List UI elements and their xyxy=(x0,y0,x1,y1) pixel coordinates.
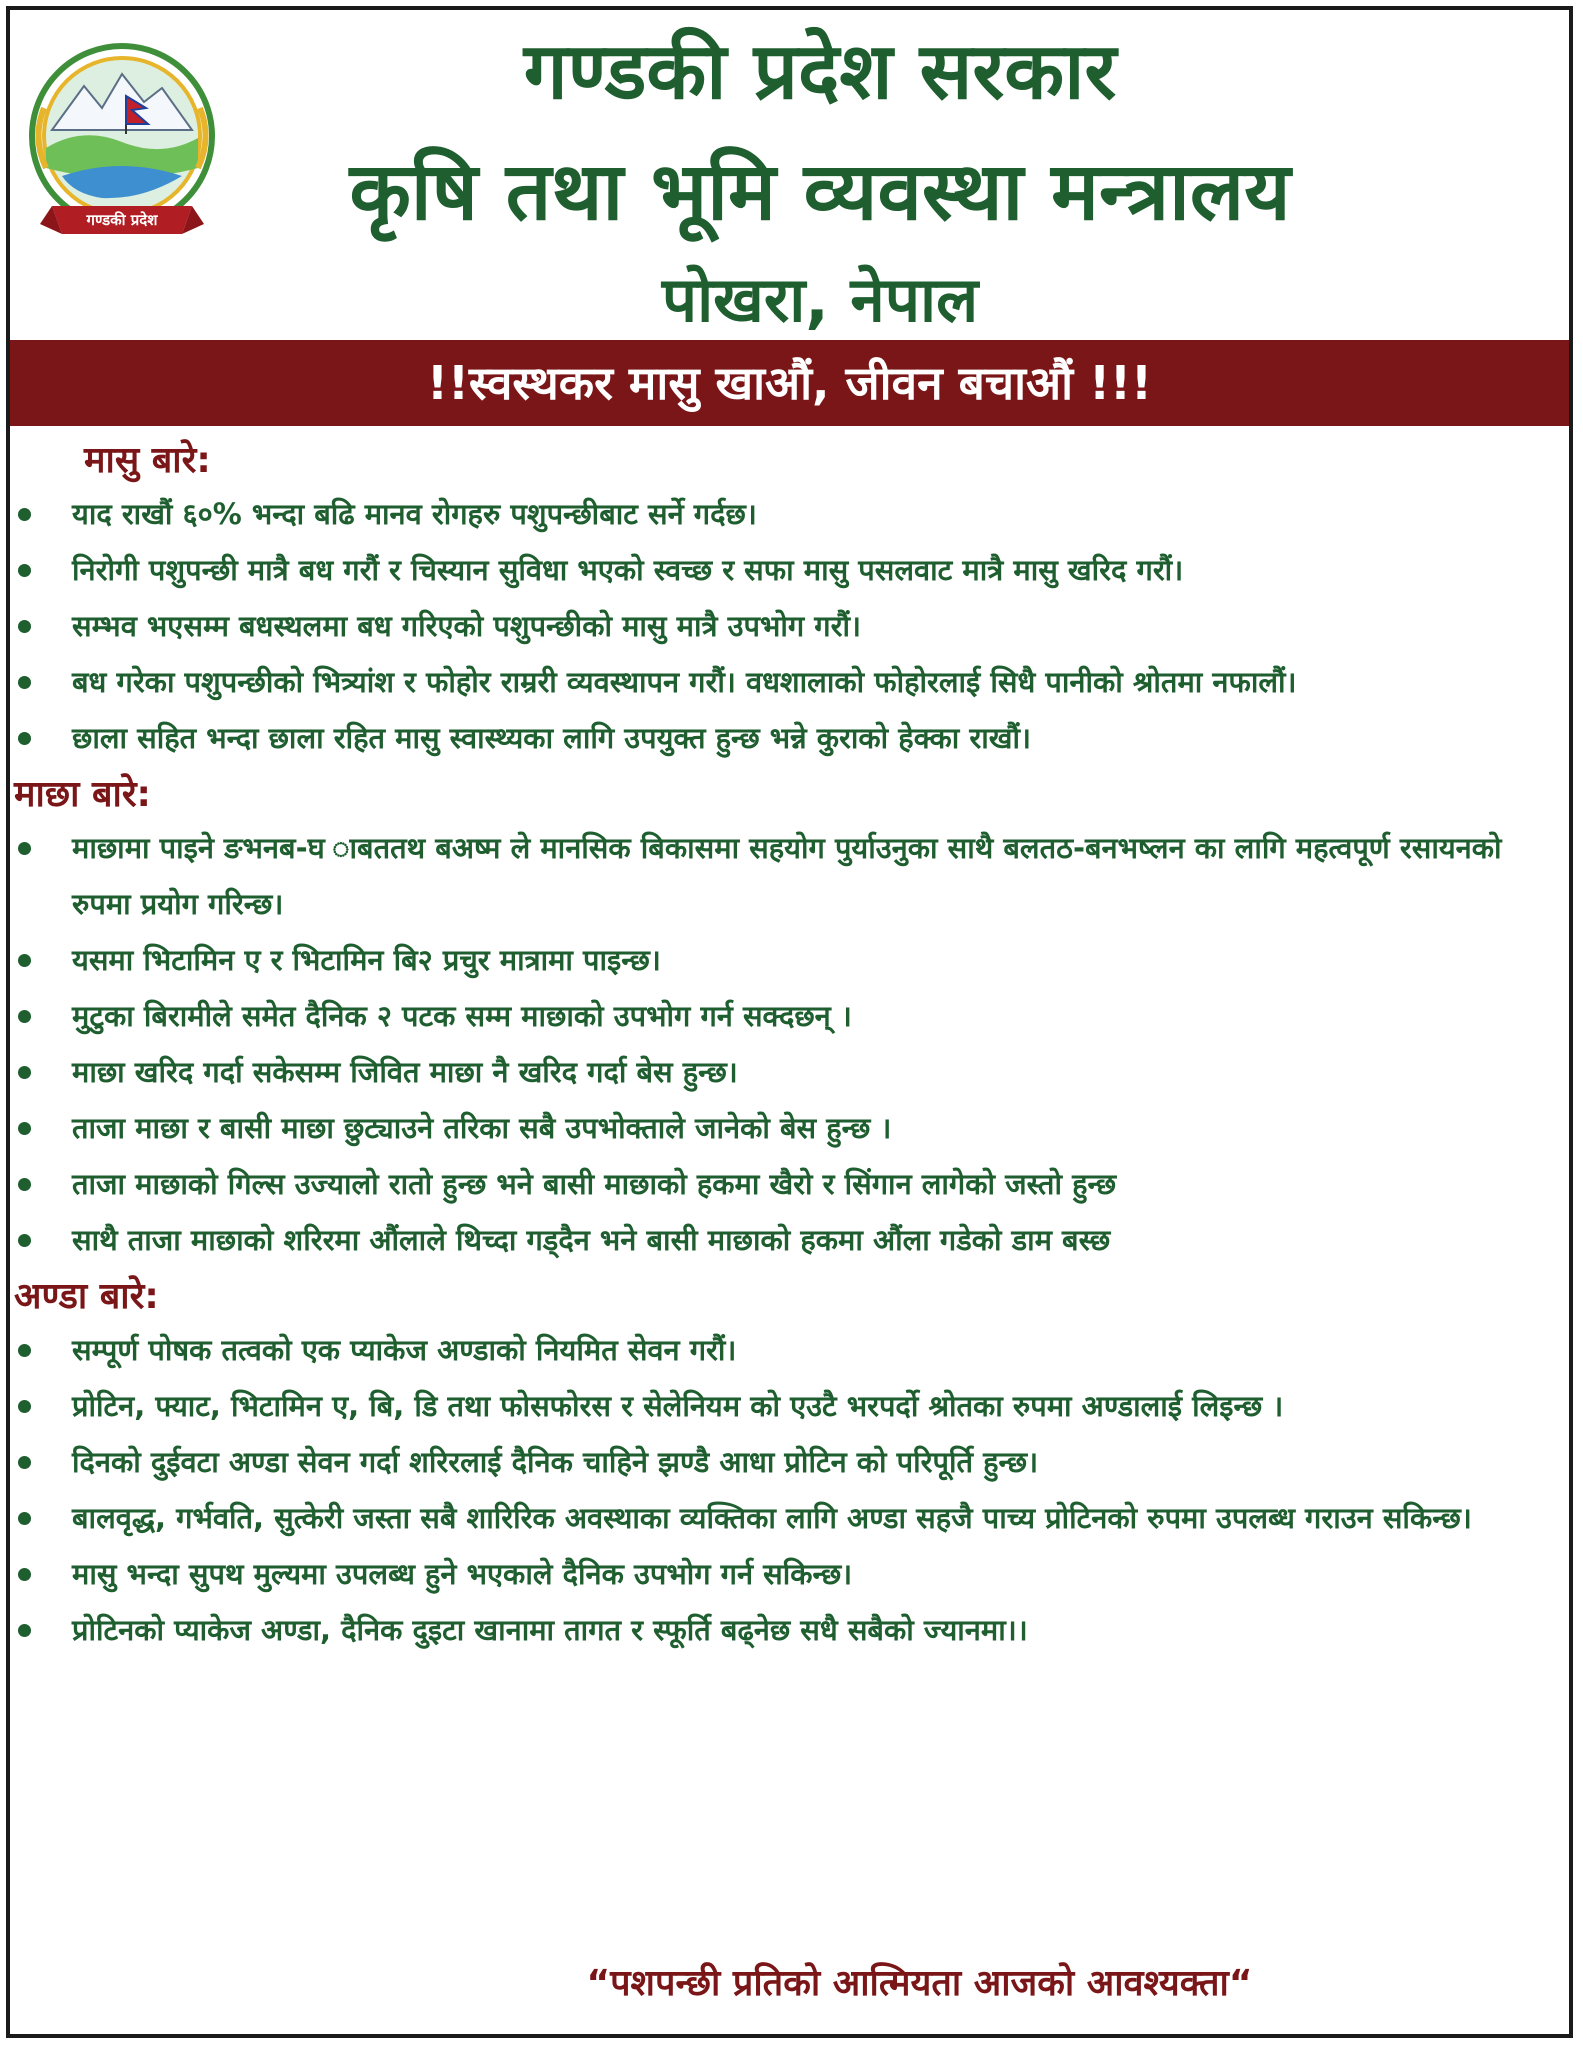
list-item xyxy=(10,1212,1569,1268)
bullet-icon xyxy=(18,1568,31,1581)
gandaki-province-emblem xyxy=(22,38,222,248)
slogan-banner: !!स्वस्थकर मासु खाऔं, जीवन बचाऔं !!! xyxy=(10,340,1569,426)
list-item xyxy=(10,542,1569,598)
section-title-meat: मासु बारे: xyxy=(84,440,211,481)
bullet-icon xyxy=(18,1400,31,1413)
footer-quote: “पशपन्छी प्रतिको आत्मियता आजको आवश्यक्ता“ xyxy=(586,1963,1253,2004)
list-item xyxy=(10,1546,1569,1602)
bullet-icon xyxy=(18,1512,31,1525)
bullet-icon xyxy=(18,564,31,577)
item-text: प्रोटिन, फ्याट, भिटामिन ए, बि, डि तथा फोसफोरस र सेलेनियम को एउटै भरपर्दो श्रोतका रुपमा अण्डालाई लिइन्छ । xyxy=(72,1389,1284,1423)
bullet-icon xyxy=(18,1624,31,1637)
item-text: याद राखौं ६०% भन्दा बढि मानव रोगहरु पशुपन्छीबाट सर्ने गर्दछ। xyxy=(72,497,757,531)
header xyxy=(10,10,1569,340)
list-item xyxy=(10,598,1569,654)
list-item xyxy=(10,1434,1569,1490)
list-item xyxy=(10,710,1569,766)
item-text: माछा खरिद गर्दा सकेसम्म जिवित माछा नै खरिद गर्दा बेस हुन्छ। xyxy=(72,1055,738,1089)
fish-list xyxy=(10,820,1569,1268)
list-item xyxy=(10,1100,1569,1156)
list-item xyxy=(10,1490,1569,1546)
bullet-icon xyxy=(18,842,31,855)
list-item xyxy=(10,932,1569,988)
item-text: ताजा माछाको गिल्स उज्यालो रातो हुन्छ भने बासी माछाको हकमा खैरो र सिंगान लागेको जस्तो हुन्छ xyxy=(72,1167,1117,1201)
meat-list xyxy=(10,486,1569,766)
item-text: सम्पूर्ण पोषक तत्वको एक प्याकेज अण्डाको नियमित सेवन गरौं। xyxy=(72,1333,737,1367)
bullet-icon xyxy=(18,508,31,521)
item-text: छाला सहित भन्दा छाला रहित मासु स्वास्थ्यका लागि उपयुक्त हुन्छ भन्ने कुराको हेक्का राखौं। xyxy=(72,721,1031,755)
location-title: पोखरा, नेपाल xyxy=(661,263,979,336)
list-item xyxy=(10,988,1569,1044)
item-text: बालवृद्ध, गर्भवति, सुत्केरी जस्ता सबै शारिरिक अवस्थाका व्यक्तिका लागि अण्डा सहजै पाच्य प्रोटिनको रुपमा उपलब्ध गराउन सकिन्छ। xyxy=(72,1501,1472,1535)
bullet-icon xyxy=(18,1234,31,1247)
list-item xyxy=(10,1044,1569,1100)
item-text: सम्भव भएसम्म बधस्थलमा बध गरिएको पशुपन्छीको मासु मात्रै उपभोग गरौं। xyxy=(72,609,861,643)
list-item xyxy=(10,654,1569,710)
bullet-icon xyxy=(18,1066,31,1079)
item-text: ताजा माछा र बासी माछा छुट्याउने तरिका सबै उपभोक्ताले जानेको बेस हुन्छ । xyxy=(72,1111,892,1145)
bullet-icon xyxy=(18,1010,31,1023)
item-text: प्रोटिनको प्याकेज अण्डा, दैनिक दुइटा खानामा तागत र स्फूर्ति बढ्नेछ सधै सबैको ज्यानमा।। xyxy=(72,1613,1028,1647)
ministry-title: कृषि तथा भूमि व्यवस्था मन्त्रालय xyxy=(349,145,1291,238)
emblem-caption: गण्डकी प्रदेश xyxy=(86,211,158,229)
item-text: निरोगी पशुपन्छी मात्रै बध गरौं र चिस्यान सुविधा भएको स्वच्छ र सफा मासु पसलवाट मात्रै मासु खरिद गरौं। xyxy=(72,553,1184,587)
egg-list xyxy=(10,1322,1569,1658)
item-text: बध गरेका पशुपन्छीको भित्र्यांश र फोहोर राम्ररी व्यवस्थापन गरौं। वधशालाको फोहोरलाई सिधै पानीको श्रोतमा नफालौं। xyxy=(72,665,1297,699)
bullet-icon xyxy=(18,954,31,967)
section-title-egg: अण्डा बारे: xyxy=(14,1276,159,1317)
item-text: यसमा भिटामिन ए र भिटामिन बि२ प्रचुर मात्रामा पाइन्छ। xyxy=(72,943,661,977)
list-item xyxy=(10,1156,1569,1212)
list-item xyxy=(10,1602,1569,1658)
item-text: साथै ताजा माछाको शरिरमा औंलाले थिच्दा गड्दैन भने बासी माछाको हकमा औंला गडेको डाम बस्छ xyxy=(72,1223,1111,1257)
bullet-icon xyxy=(18,1456,31,1469)
content xyxy=(10,434,1569,1658)
list-item xyxy=(10,1378,1569,1434)
bullet-icon xyxy=(18,620,31,633)
bullet-icon xyxy=(18,732,31,745)
bullet-icon xyxy=(18,1122,31,1135)
government-title: गण्डकी प्रदेश सरकार xyxy=(523,27,1117,117)
list-item xyxy=(10,820,1569,932)
item-text: दिनको दुईवटा अण्डा सेवन गर्दा शरिरलाई दैनिक चाहिने झण्डै आधा प्रोटिन को परिपूर्ति हुन्छ। xyxy=(72,1445,1039,1479)
item-text: मुटुका बिरामीले समेत दैनिक २ पटक सम्म माछाको उपभोग गर्न सक्दछन् । xyxy=(72,999,852,1033)
poster xyxy=(6,6,1573,2038)
bullet-icon xyxy=(18,1344,31,1357)
bullet-icon xyxy=(18,1178,31,1191)
item-text: मासु भन्दा सुपथ मुल्यमा उपलब्ध हुने भएकाले दैनिक उपभोग गर्न सकिन्छ। xyxy=(72,1557,853,1591)
bullet-icon xyxy=(18,676,31,689)
item-text: माछामा पाइने ङभनब-घ ाबततथ बअष्म ले मानसिक बिकासमा सहयोग पुर्याउनुका साथै बलतठ-बनभष्लन का लागि महत्वपूर्ण रसायनको रुपमा प्रयोग गरिन्छ। xyxy=(72,831,1502,921)
list-item xyxy=(10,486,1569,542)
section-title-fish: माछा बारे: xyxy=(14,774,151,815)
list-item xyxy=(10,1322,1569,1378)
